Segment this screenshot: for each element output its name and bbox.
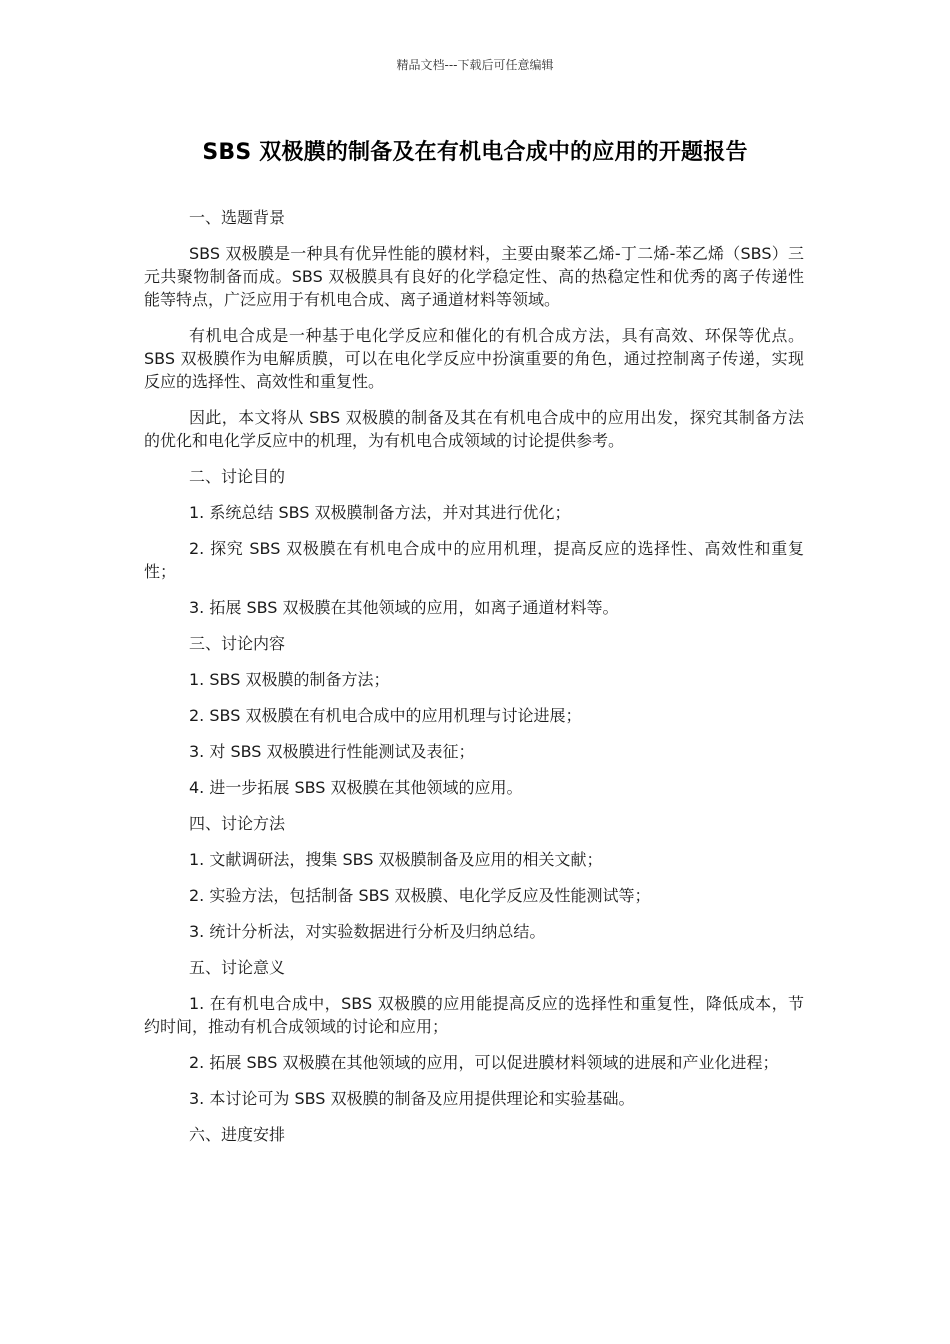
- document-title: SBS 双极膜的制备及在有机电合成中的应用的开题报告: [202, 140, 748, 165]
- list-item: 3. 对 SBS 双极膜进行性能测试及表征；: [189, 742, 475, 761]
- list-item: 2. SBS 双极膜在有机电合成中的应用机理与讨论进展；: [189, 706, 582, 725]
- section-heading-schedule: 六、进度安排: [189, 1125, 286, 1144]
- list-item: 1. SBS 双极膜的制备方法；: [189, 670, 390, 689]
- list-item: 3. 统计分析法，对实验数据进行分析及归纳总结。: [189, 922, 546, 941]
- paragraph: SBS 双极膜是一种具有优异性能的膜材料，主要由聚苯乙烯-丁二烯-苯乙烯（SBS）三元共聚物制备而成。SBS 双极膜具有良好的化学稳定性、高的热稳定性和优秀的离子传递性能等特点，广泛应用于有机电合成、离子通道材料等领域。: [144, 244, 804, 309]
- paragraph: 有机电合成是一种基于电化学反应和催化的有机合成方法，具有高效、环保等优点。SBS 双极膜作为电解质膜，可以在电化学反应中扮演重要的角色，通过控制离子传递，实现反应的选择性、高效性和重复性。: [144, 326, 804, 391]
- list-item: 3. 本讨论可为 SBS 双极膜的制备及应用提供理论和实验基础。: [189, 1089, 635, 1108]
- section-heading-background: 一、选题背景: [189, 208, 286, 227]
- section-heading-significance: 五、讨论意义: [189, 958, 286, 977]
- section-heading-content: 三、讨论内容: [189, 634, 286, 653]
- list-item: 2. 实验方法，包括制备 SBS 双极膜、电化学反应及性能测试等；: [189, 886, 651, 905]
- header-note: 精品文档---下载后可任意编辑: [396, 58, 554, 72]
- list-item: 2. 拓展 SBS 双极膜在其他领域的应用，可以促进膜材料领域的进展和产业化进程；: [189, 1053, 779, 1072]
- document-body: [144, 206, 804, 1159]
- list-item: 2. 探究 SBS 双极膜在有机电合成中的应用机理，提高反应的选择性、高效性和重复性；: [144, 539, 804, 581]
- section-heading-purpose: 二、讨论目的: [189, 467, 286, 486]
- list-item: 1. 系统总结 SBS 双极膜制备方法，并对其进行优化；: [189, 503, 571, 522]
- list-item: 4. 进一步拓展 SBS 双极膜在其他领域的应用。: [189, 778, 523, 797]
- list-item: 1. 文献调研法，搜集 SBS 双极膜制备及应用的相关文献；: [189, 850, 603, 869]
- list-item: 1. 在有机电合成中，SBS 双极膜的应用能提高反应的选择性和重复性，降低成本，节约时间，推动有机合成领域的讨论和应用；: [144, 994, 804, 1036]
- paragraph: 因此，本文将从 SBS 双极膜的制备及其在有机电合成中的应用出发，探究其制备方法的优化和电化学反应中的机理，为有机电合成领域的讨论提供参考。: [144, 408, 804, 450]
- list-item: 3. 拓展 SBS 双极膜在其他领域的应用，如离子通道材料等。: [189, 598, 619, 617]
- section-heading-methods: 四、讨论方法: [189, 814, 286, 833]
